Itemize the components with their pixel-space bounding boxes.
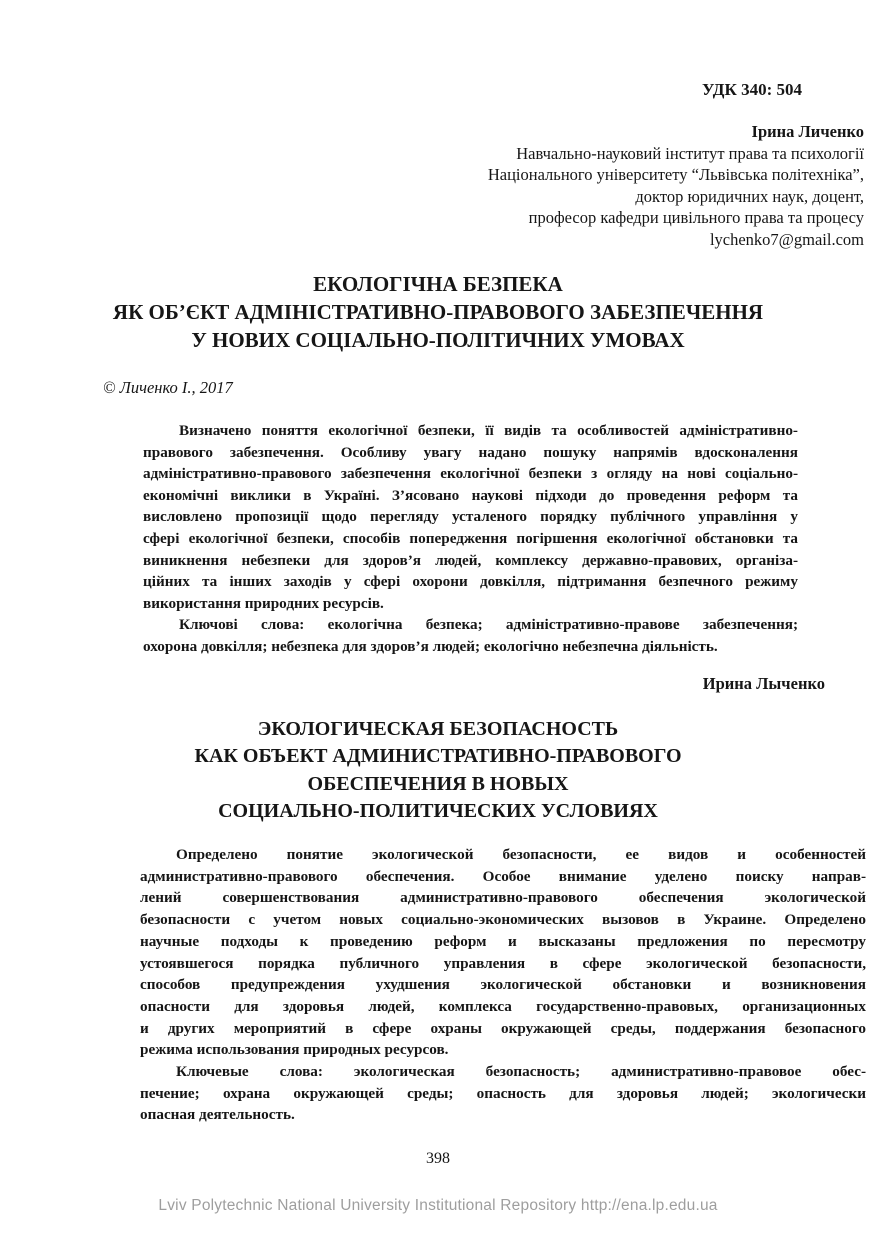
abstract-ua-line: економічні виклики в Україні. З’ясовано наукові підходи до проведення реформ та bbox=[143, 486, 798, 504]
article-title-ua-line: ЕКОЛОГІЧНА БЕЗПЕКА bbox=[313, 272, 563, 296]
article-title-ru-line: ОБЕСПЕЧЕНИЯ В НОВЫХ bbox=[307, 772, 569, 795]
copyright-line: © Личенко І., 2017 bbox=[103, 378, 233, 397]
article-title-ru-line: СОЦИАЛЬНО-ПОЛИТИЧЕСКИХ УСЛОВИЯХ bbox=[218, 800, 658, 823]
article-title-ua bbox=[0, 270, 876, 354]
abstract-ru-line: административно-правового обеспечения. Особое внимание уделено поиску направ- bbox=[140, 867, 866, 885]
abstract-ua-line: охорона довкілля; небезпека для здоров’я людей; екологічно небезпечна діяльність. bbox=[143, 637, 718, 655]
abstract-ru-line: Ключевые слова: экологическая безопасность; административно-правовое обес- bbox=[176, 1063, 866, 1081]
abstract-ru-line: опасная деятельность. bbox=[140, 1106, 295, 1124]
repository-footer: Lviv Polytechnic National University Institutional Repository http://ena.lp.edu.ua bbox=[158, 1197, 718, 1214]
article-title-ru bbox=[0, 716, 876, 826]
article-title-ua-line: У НОВИХ СОЦІАЛЬНО-ПОЛІТИЧНИХ УМОВАХ bbox=[191, 328, 685, 352]
abstract-ru-line: лений совершенствования административно-правового обеспечения экологической bbox=[140, 889, 866, 907]
author-affiliation-line: Навчально-науковий інститут права та психології bbox=[516, 143, 864, 163]
abstract-ru-line: устоявшегося порядка публичного управления в сфере экологической безопасности, bbox=[140, 954, 866, 972]
abstract-ru-line: научные подходы к проведению реформ и высказаны предложения по пересмотру bbox=[140, 932, 866, 950]
abstract-ua-line: сфері екологічної безпеки, способів попередження погіршення екологічної обстановки та bbox=[143, 529, 798, 547]
abstract-ru bbox=[140, 844, 866, 1126]
abstract-ru-line: и других мероприятий в сфере охраны окружающей среды, поддержания безопасного bbox=[140, 1019, 866, 1037]
author-affiliation-line: доктор юридичних наук, доцент, bbox=[635, 186, 864, 206]
abstract-ru-line: печение; охрана окружающей среды; опасность для здоровья людей; экологически bbox=[140, 1084, 866, 1102]
abstract-ru-line: опасности для здоровья людей, комплекса государственно-правовых, организационных bbox=[140, 997, 866, 1015]
author-name-ru: Ирина Лыченко bbox=[702, 674, 825, 693]
abstract-ru-line: способов предупреждения ухудшения экологической обстановки и возникновения bbox=[140, 976, 866, 994]
author-affiliation-list bbox=[488, 143, 864, 251]
author-affiliation-line: Національного університету “Львівська політехніка”, bbox=[487, 165, 864, 185]
abstract-ua-line: виникнення небезпеки для здоров’я людей, комплексу державно-правових, організа- bbox=[143, 551, 798, 569]
abstract-ua-line: адміністративно-правового забезпечення екологічної безпеки з огляду на нові соціально- bbox=[143, 465, 798, 483]
author-affiliation-line: lychenko7@gmail.com bbox=[709, 229, 864, 249]
abstract-ua-line: правового забезпечення. Особливу увагу надано пошуку напрямів вдосконалення bbox=[143, 443, 798, 461]
article-title-ru-line: КАК ОБЪЕКТ АДМИНИСТРАТИВНО-ПРАВОВОГО bbox=[194, 745, 682, 768]
abstract-ua-line: Визначено поняття екологічної безпеки, її видів та особливостей адміністративно- bbox=[179, 422, 798, 439]
author-block-ua bbox=[488, 121, 864, 251]
abstract-ua bbox=[143, 420, 798, 658]
page-number: 398 bbox=[426, 1150, 450, 1167]
udc-code: УДК 340: 504 bbox=[702, 80, 802, 99]
abstract-ru-line: Определено понятие экологической безопасности, ее видов и особенностей bbox=[176, 846, 866, 863]
abstract-ua-line: ційних та інших заходів у сфері охорони довкілля, підтримання безпечного режиму bbox=[143, 573, 798, 591]
abstract-ua-line: висловлено пропозиції щодо перегляду усталеного порядку публічного управління у bbox=[143, 508, 798, 526]
author-name-ua: Ірина Личенко bbox=[751, 122, 864, 141]
article-title-ru-line: ЭКОЛОГИЧЕСКАЯ БЕЗОПАСНОСТЬ bbox=[257, 718, 619, 740]
abstract-ru-line: безопасности с учетом новых социально-экономических вызовов в Украине. Определено bbox=[140, 911, 866, 929]
abstract-ua-line: Ключові слова: екологічна безпека; адміністративно-правове забезпечення; bbox=[179, 616, 798, 634]
author-affiliation-line: професор кафедри цивільного права та процесу bbox=[528, 208, 864, 228]
abstract-ru-line: режима использования природных ресурсов. bbox=[140, 1041, 449, 1059]
article-title-ua-line: ЯК ОБ’ЄКТ АДМІНІСТРАТИВНО-ПРАВОВОГО ЗАБЕЗПЕЧЕННЯ bbox=[112, 300, 764, 324]
abstract-ua-line: використання природних ресурсів. bbox=[143, 594, 384, 612]
